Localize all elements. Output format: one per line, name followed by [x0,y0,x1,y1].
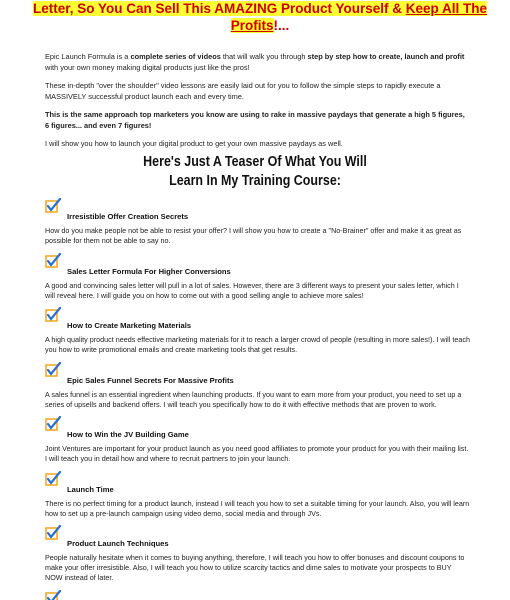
feature-item [45,471,470,526]
feature-title: Product Launch Techniques [67,539,169,548]
checkmark-icon [45,525,62,540]
feature-item [45,525,470,580]
feature-description: Joint Ventures are important for your product launch as you need good affiliates to promote your product for you with their mailing list. I will teach you in detail how and where to recruit partners to join your launch. [45,444,469,463]
intro-paragraph-2: These in-depth "over the shoulder" video lessons are easily laid out for you to follow the simple steps to rapidly execute a MASSIVELY successful product launch each and every time. [45,81,441,101]
headline [30,0,490,34]
checkmark-icon [45,590,62,600]
headline-part2: AMAZING Product Yourself & [214,1,406,16]
headline-part1: Letter, So You Can Sell This [32,1,215,16]
feature-title: Epic Sales Funnel Secrets For Massive Profits [67,375,234,385]
feature-list [45,198,470,580]
feature-description: People naturally hesitate when it comes to buying anything, therefore, I will teach you how to offer bonuses and discount coupons to make your offer irresistible. Also, I will teach you how to utilize scarcity tactics and dime sales to motivate your prospects to BUY NOW instead of later. [45,553,465,582]
feature-description: How do you make people not be able to resist your offer? I will show you how to create a "No-Brainer" offer and make it as great as possible for them not be able to say no. [45,226,462,245]
feature-item [45,198,470,253]
intro-paragraph-4: I will show you how to launch your digital product to get your own massive paydays as well. [45,139,343,148]
intro-paragraph-3: This is the same approach top marketers you know are using to rake in massive paydays that generate a high 5 figures, 6 figures... and even 7 figures! [45,110,465,130]
feature-description: A high quality product needs effective marketing materials for it to reach a larger crowd of people (resulting in more sales!). I will teach you how to write promotional emails and create marketing tools that get results. [45,335,470,354]
checkmark-icon [45,307,62,322]
checkmark-icon [45,362,62,377]
feature-item [45,416,470,471]
feature-title: Irresistible Offer Creation Secrets [67,212,189,221]
feature-item [45,307,470,362]
checkmark-icon [45,471,62,486]
feature-description: There is no perfect timing for a product launch, instead I will teach you how to set a suitable timing for your launch. Also, you will learn how to set up a pre-launch campaign using video demo, social media and through JVs. [45,498,470,518]
section-title: Here's Just A Teaser Of What You Will Learn In My Training Course: [143,154,367,189]
feature-item [45,253,470,308]
feature-item [45,362,470,417]
feature-title: How to Create Marketing Materials [67,321,192,330]
headline-keep-profits: Keep All The Profits [230,1,488,33]
checkmark-icon [45,253,62,268]
checkmark-icon [45,416,62,431]
feature-title: Launch Time [67,484,114,494]
feature-title: Sales Letter Formula For Higher Conversions [67,266,231,276]
checkmark-icon [45,198,62,213]
intro-paragraph-1: Epic Launch Formula is a complete series of videos that will walk you through step by step how to create, launch and profit with your own money making digital products just like the pros! [45,52,465,72]
feature-description: A sales funnel is an essential ingredient when launching products. If you want to earn more from your product, you need to set up a series of upsells and backend offers. I will teach you specifically how to do it with effective methods that are proven to work. [45,389,462,409]
feature-description: A good and convincing sales letter will pull in a lot of sales. However, there are 3 different ways to present your sales letter, which I will reveal here. I will guide you on how to come out with a good selling angle to achieve more sales! [45,280,459,300]
headline-part4: !... [273,18,290,33]
intro-text [45,52,470,158]
feature-title: How to Win the JV Building Game [67,430,189,439]
